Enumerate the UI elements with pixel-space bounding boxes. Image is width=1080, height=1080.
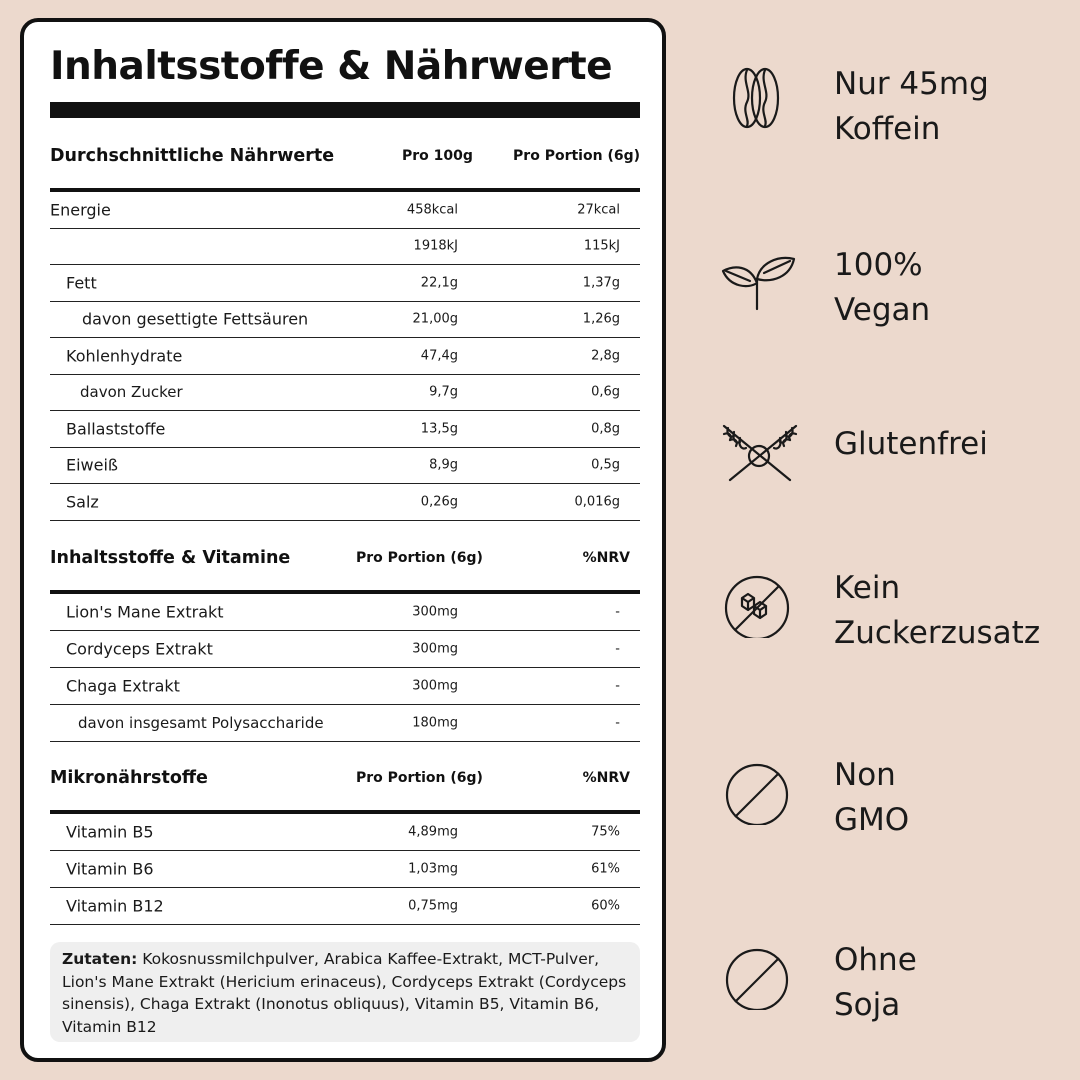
row-value-primary: 13,5g [420,421,458,437]
row-value-primary: 9,7g [429,384,458,400]
feature-line: Vegan [834,292,931,328]
feature-vegan [720,243,1060,343]
row-label: Eiweiß [66,455,119,475]
row-label: Lion's Mane Extrakt [66,602,224,622]
iv-col-per-portion: Pro Portion (6g) [356,550,483,566]
title-divider [50,102,640,118]
table-row [50,265,640,302]
row-value-secondary: 27kcal [577,202,620,218]
nutrition-header [50,146,640,170]
feature-soy-free [720,938,1060,1038]
row-label: Fett [66,273,97,293]
row-value-secondary: 1,37g [582,275,620,291]
micronutrients-header-label: Mikronährstoffe [50,768,208,788]
row-label: Vitamin B6 [66,859,154,879]
row-value-secondary: 60% [591,898,620,914]
feature-text [834,753,909,843]
feature-line: 100% [834,247,923,283]
row-label: davon Zucker [80,383,183,402]
table-row [50,484,640,521]
nutrition-col-per-100g: Pro 100g [402,148,473,164]
table-row [50,668,640,705]
micro-col-per-portion: Pro Portion (6g) [356,770,483,786]
feature-text [834,62,989,152]
row-value-secondary: - [615,641,620,657]
feature-line: Non [834,757,896,793]
prohibited-circle-icon [720,938,792,1010]
row-value-primary: 22,1g [420,275,458,291]
table-row [50,888,640,925]
row-value-primary: 1918kJ [413,238,458,254]
row-label: Cordyceps Extrakt [66,639,213,659]
row-value-primary: 8,9g [429,457,458,473]
feature-non-gmo [720,753,1060,853]
row-value-primary: 47,4g [420,348,458,364]
row-value-secondary: 0,8g [591,421,620,437]
nutrition-header-label: Durchschnittliche Nährwerte [50,146,335,166]
feature-text [834,566,1040,656]
ingredients-vitamins-header-label: Inhaltsstoffe & Vitamine [50,548,291,568]
feature-line: Zuckerzusatz [834,615,1041,651]
row-label: Vitamin B12 [66,896,164,916]
feature-line: Kein [834,570,901,606]
page-title: Inhaltsstoffe & Nährwerte [50,44,613,89]
nutrition-card [20,18,666,1062]
ingredients-label: Zutaten: [62,950,138,968]
nutrition-col-per-portion: Pro Portion (6g) [513,148,640,164]
table-row [50,448,640,485]
row-label: Ballaststoffe [66,419,166,439]
row-value-primary: 300mg [412,641,458,657]
feature-line: Ohne [834,942,917,978]
row-value-secondary: 0,016g [574,494,620,510]
feature-gluten-free [720,422,1060,522]
row-label: Salz [66,492,99,512]
no-sugar-cubes-icon [720,566,792,638]
row-value-secondary: 75% [591,824,620,840]
feature-caffeine [720,62,1060,162]
row-value-secondary: 61% [591,861,620,877]
row-label: Energie [50,200,111,220]
iv-col-nrv: %NRV [582,550,630,566]
row-value-secondary: 1,26g [582,311,620,327]
feature-line: Glutenfrei [834,426,988,462]
feature-line: Koffein [834,111,941,147]
table-row [50,814,640,851]
crossed-wheat-icon [720,422,792,494]
row-value-secondary: - [615,604,620,620]
row-value-primary: 300mg [412,604,458,620]
table-row [50,338,640,375]
micro-col-nrv: %NRV [582,770,630,786]
row-value-secondary: - [615,678,620,694]
row-value-primary: 180mg [412,715,458,731]
ingredients-text: Kokosnussmilchpulver, Arabica Kaffee-Extrakt, MCT-Pulver, Lion's Mane Extrakt (Hericium erinaceus), Cordyceps Extrakt (Cordyceps sinensis), Chaga Extrakt (Inonotus obliquus), Vitamin B5, Vitamin B6, Vitamin B12 [62,950,627,1036]
row-value-primary: 458kcal [406,202,458,218]
feature-text [834,422,988,467]
row-label: Chaga Extrakt [66,676,180,696]
row-value-secondary: 2,8g [591,348,620,364]
row-value-primary: 0,75mg [408,898,458,914]
row-value-primary: 21,00g [412,311,458,327]
row-label: davon gesettigte Fettsäuren [82,309,309,329]
table-row [50,411,640,448]
row-value-secondary: 115kJ [583,238,620,254]
feature-text [834,243,930,333]
coffee-bean-icon [720,62,792,134]
row-value-secondary: 0,6g [591,384,620,400]
row-value-primary: 0,26g [420,494,458,510]
table-row [50,229,640,266]
feature-line: GMO [834,802,910,838]
row-value-secondary: - [615,715,620,731]
feature-line: Soja [834,987,901,1023]
ingredients-box [50,942,640,1042]
row-value-primary: 1,03mg [408,861,458,877]
feature-line: Nur 45mg [834,66,989,102]
table-row [50,302,640,339]
row-label: davon insgesamt Polysaccharide [78,714,324,732]
micronutrients-header [50,768,640,792]
feature-text [834,938,917,1028]
row-value-primary: 4,89mg [408,824,458,840]
table-row [50,705,640,742]
prohibited-circle-icon [720,753,792,825]
row-value-primary: 300mg [412,678,458,694]
plant-sprout-icon [720,243,792,315]
table-row [50,192,640,229]
row-label: Vitamin B5 [66,822,154,842]
table-row [50,375,640,412]
table-row [50,631,640,668]
table-row [50,594,640,631]
row-label: Kohlenhydrate [66,346,183,366]
ingredients-vitamins-header [50,548,640,572]
row-value-secondary: 0,5g [591,457,620,473]
table-row [50,851,640,888]
feature-no-added-sugar [720,566,1060,666]
